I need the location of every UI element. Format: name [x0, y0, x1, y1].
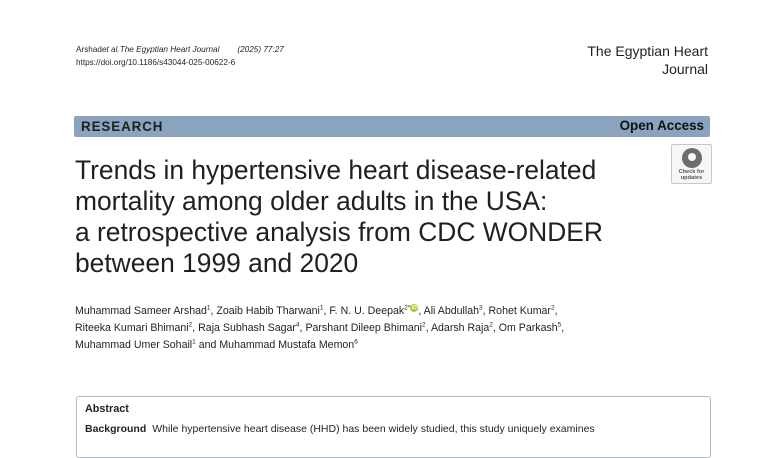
author-affiliation: 3 — [479, 304, 483, 312]
citation-authors: Arshad — [76, 45, 102, 54]
author-affiliation: 1 — [192, 338, 196, 346]
citation-etal: et al. — [101, 45, 120, 54]
background-label: Background — [85, 423, 147, 435]
title-line: a retrospective analysis from CDC WONDER — [75, 217, 603, 247]
article-type-label: RESEARCH — [81, 119, 164, 134]
journal-name-line1: The Egyptian Heart — [587, 43, 708, 59]
author-name: Riteeka Kumari Bhimani — [75, 322, 189, 334]
article-title — [75, 155, 665, 279]
citation-line — [76, 44, 284, 57]
title-line: mortality among older adults in the USA: — [75, 186, 548, 216]
abstract-background — [85, 423, 595, 435]
orcid-icon[interactable]: iD — [411, 305, 417, 312]
article-type-banner — [74, 116, 710, 137]
author-name: Rohet Kumar — [488, 305, 551, 317]
journal-name — [587, 42, 708, 78]
citation-journal: The Egyptian Heart Journal — [119, 45, 220, 54]
author-name: Muhammad Umer Sohail — [75, 339, 193, 351]
author-name: Raja Subhash Sagar — [198, 322, 296, 334]
author-affiliation: 5 — [557, 321, 562, 329]
author-name: F. N. U. Deepak — [329, 305, 405, 317]
author-affiliation: 6 — [354, 338, 358, 346]
abstract-heading: Abstract — [85, 403, 129, 415]
citation-header — [76, 44, 284, 69]
author-affiliation: 2* — [404, 304, 411, 312]
author-name: Parshant Dileep Bhimani — [305, 322, 423, 334]
author-name: Adarsh Raja — [430, 322, 490, 334]
author-name: Om Parkash — [498, 322, 558, 334]
title-line: Trends in hypertensive heart disease-related — [75, 155, 597, 185]
citation-volume: (2025) 77:27 — [237, 45, 284, 54]
author-affiliation: 2 — [550, 304, 555, 312]
author-affiliation: 2 — [188, 321, 193, 329]
author-affiliation: 4 — [295, 321, 300, 329]
crossmark-icon — [682, 148, 702, 168]
author-affiliation: 1 — [206, 304, 211, 312]
author-affiliation: 2 — [422, 321, 426, 329]
abstract-box — [76, 396, 711, 458]
author-name: Muhammad Mustafa Memon — [219, 339, 355, 351]
author-name: Muhammad Sameer Arshad — [75, 305, 207, 317]
author-affiliation: 2 — [489, 321, 493, 329]
check-for-updates-label: Check for updates — [678, 169, 705, 182]
doi-link[interactable]: https://doi.org/10.1186/s43044-025-00622-6 — [76, 57, 236, 67]
check-for-updates-button[interactable] — [671, 144, 712, 184]
author-list: Muhammad Sameer Arshad$^1$, Zoaib Habib Tharwani$^1$, F. N. U. Deepak$^{2*}$ iD , Ali Abdullah$^3$, Rohet Kumar$^2$, Riteeka Kumari Bhimani$^2$, Raja Subhash Sagar$^4$, Parshant Dileep Bhimani$^2$, Adarsh Raja$^2$, Om Parkash$^5$, Muhammad Umer Sohail$^1$ and Muhammad Mustafa Memon$^6$ — [75, 304, 565, 351]
open-access-label: Open Access — [619, 118, 704, 133]
author-affiliation: 1 — [319, 304, 324, 312]
author-name: Ali Abdullah — [423, 305, 480, 317]
author-name: Zoaib Habib Tharwani — [216, 305, 320, 317]
journal-name-line2: Journal — [662, 61, 708, 77]
title-line: between 1999 and 2020 — [75, 248, 359, 278]
background-text: While hypertensive heart disease (HHD) has been widely studied, this study uniquely examines — [152, 423, 595, 435]
